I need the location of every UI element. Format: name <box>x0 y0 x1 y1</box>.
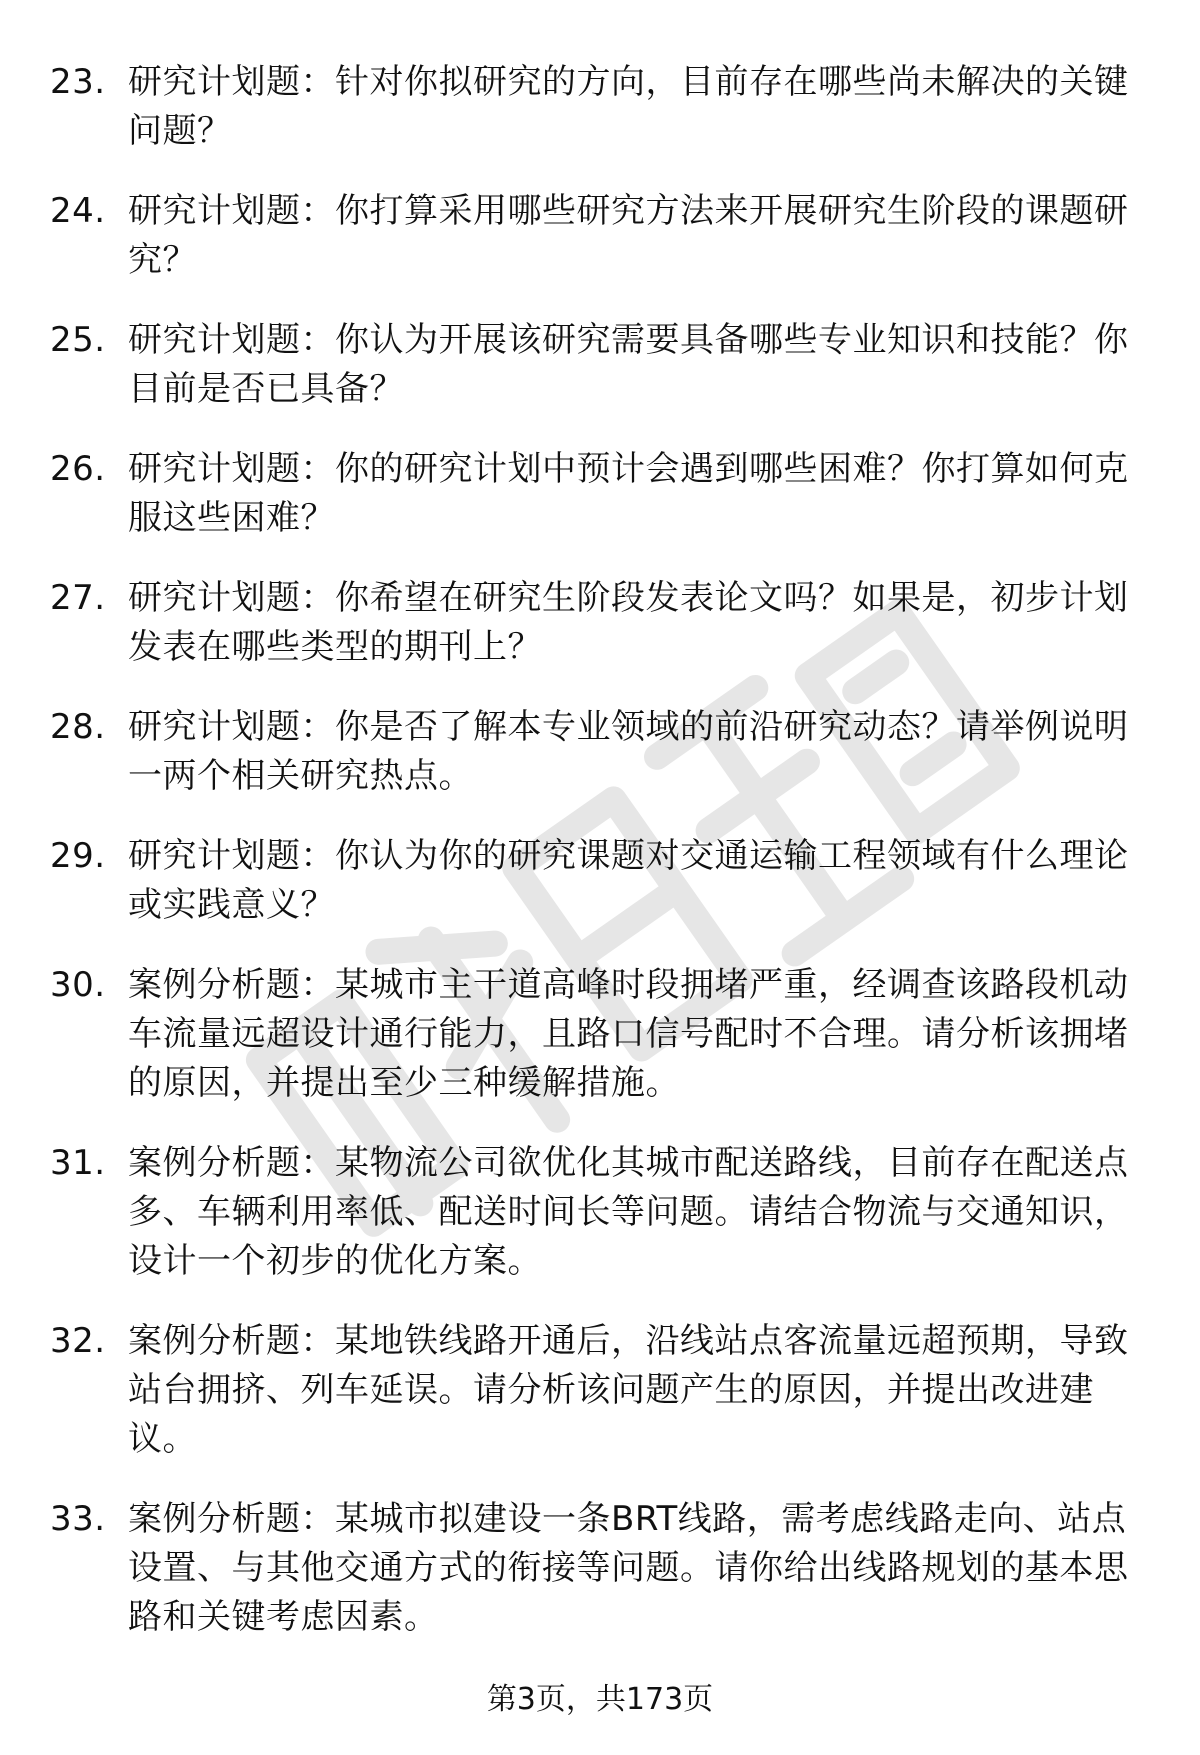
list-item <box>50 1495 1140 1642</box>
question-text: 研究计划题：你认为开展该研究需要具备哪些专业知识和技能？你目前是否已具备？ <box>128 320 1129 409</box>
question-number: 25. <box>50 320 106 360</box>
question-number: 24. <box>50 191 106 231</box>
list-item <box>50 58 1140 156</box>
list-item <box>50 574 1140 672</box>
question-number: 30. <box>50 965 106 1005</box>
question-text: 案例分析题：某物流公司欲优化其城市配送路线，目前存在配送点多、车辆利用率低、配送时间长等问题。请结合物流与交通知识，设计一个初步的优化方案。 <box>128 1143 1129 1281</box>
question-text: 研究计划题：你是否了解本专业领域的前沿研究动态？请举例说明一两个相关研究热点。 <box>128 707 1129 796</box>
question-list <box>50 58 1140 1673</box>
question-text: 研究计划题：你认为你的研究课题对交通运输工程领域有什么理论或实践意义？ <box>128 836 1129 925</box>
list-item <box>50 187 1140 285</box>
question-number: 32. <box>50 1321 106 1361</box>
question-text: 研究计划题：你打算采用哪些研究方法来开展研究生阶段的课题研究？ <box>128 191 1129 280</box>
list-item <box>50 703 1140 801</box>
question-text: 案例分析题：某地铁线路开通后，沿线站点客流量远超预期，导致站台拥挤、列车延误。请分析该问题产生的原因，并提出改进建议。 <box>128 1321 1129 1459</box>
list-item <box>50 1139 1140 1286</box>
list-item <box>50 1317 1140 1464</box>
list-item <box>50 445 1140 543</box>
list-item <box>50 961 1140 1108</box>
question-number: 31. <box>50 1143 106 1183</box>
list-item <box>50 316 1140 414</box>
page-footer: 第3页，共173页 <box>486 1682 714 1717</box>
question-number: 33. <box>50 1499 106 1539</box>
question-number: 29. <box>50 836 106 876</box>
question-text: 研究计划题：你希望在研究生阶段发表论文吗？如果是，初步计划发表在哪些类型的期刊上？ <box>128 578 1129 667</box>
question-number: 28. <box>50 707 106 747</box>
question-text: 案例分析题：某城市拟建设一条BRT线路，需考虑线路走向、站点设置、与其他交通方式的衔接等问题。请你给出线路规划的基本思路和关键考虑因素。 <box>128 1499 1129 1637</box>
question-number: 27. <box>50 578 106 618</box>
question-text: 研究计划题：针对你拟研究的方向，目前存在哪些尚未解决的关键问题？ <box>128 62 1129 151</box>
question-number: 26. <box>50 449 106 489</box>
question-text: 案例分析题：某城市主干道高峰时段拥堵严重，经调查该路段机动车流量远超设计通行能力，且路口信号配时不合理。请分析该拥堵的原因，并提出至少三种缓解措施。 <box>128 965 1129 1103</box>
list-item <box>50 832 1140 930</box>
question-number: 23. <box>50 62 106 102</box>
question-text: 研究计划题：你的研究计划中预计会遇到哪些困难？你打算如何克服这些困难？ <box>128 449 1129 538</box>
